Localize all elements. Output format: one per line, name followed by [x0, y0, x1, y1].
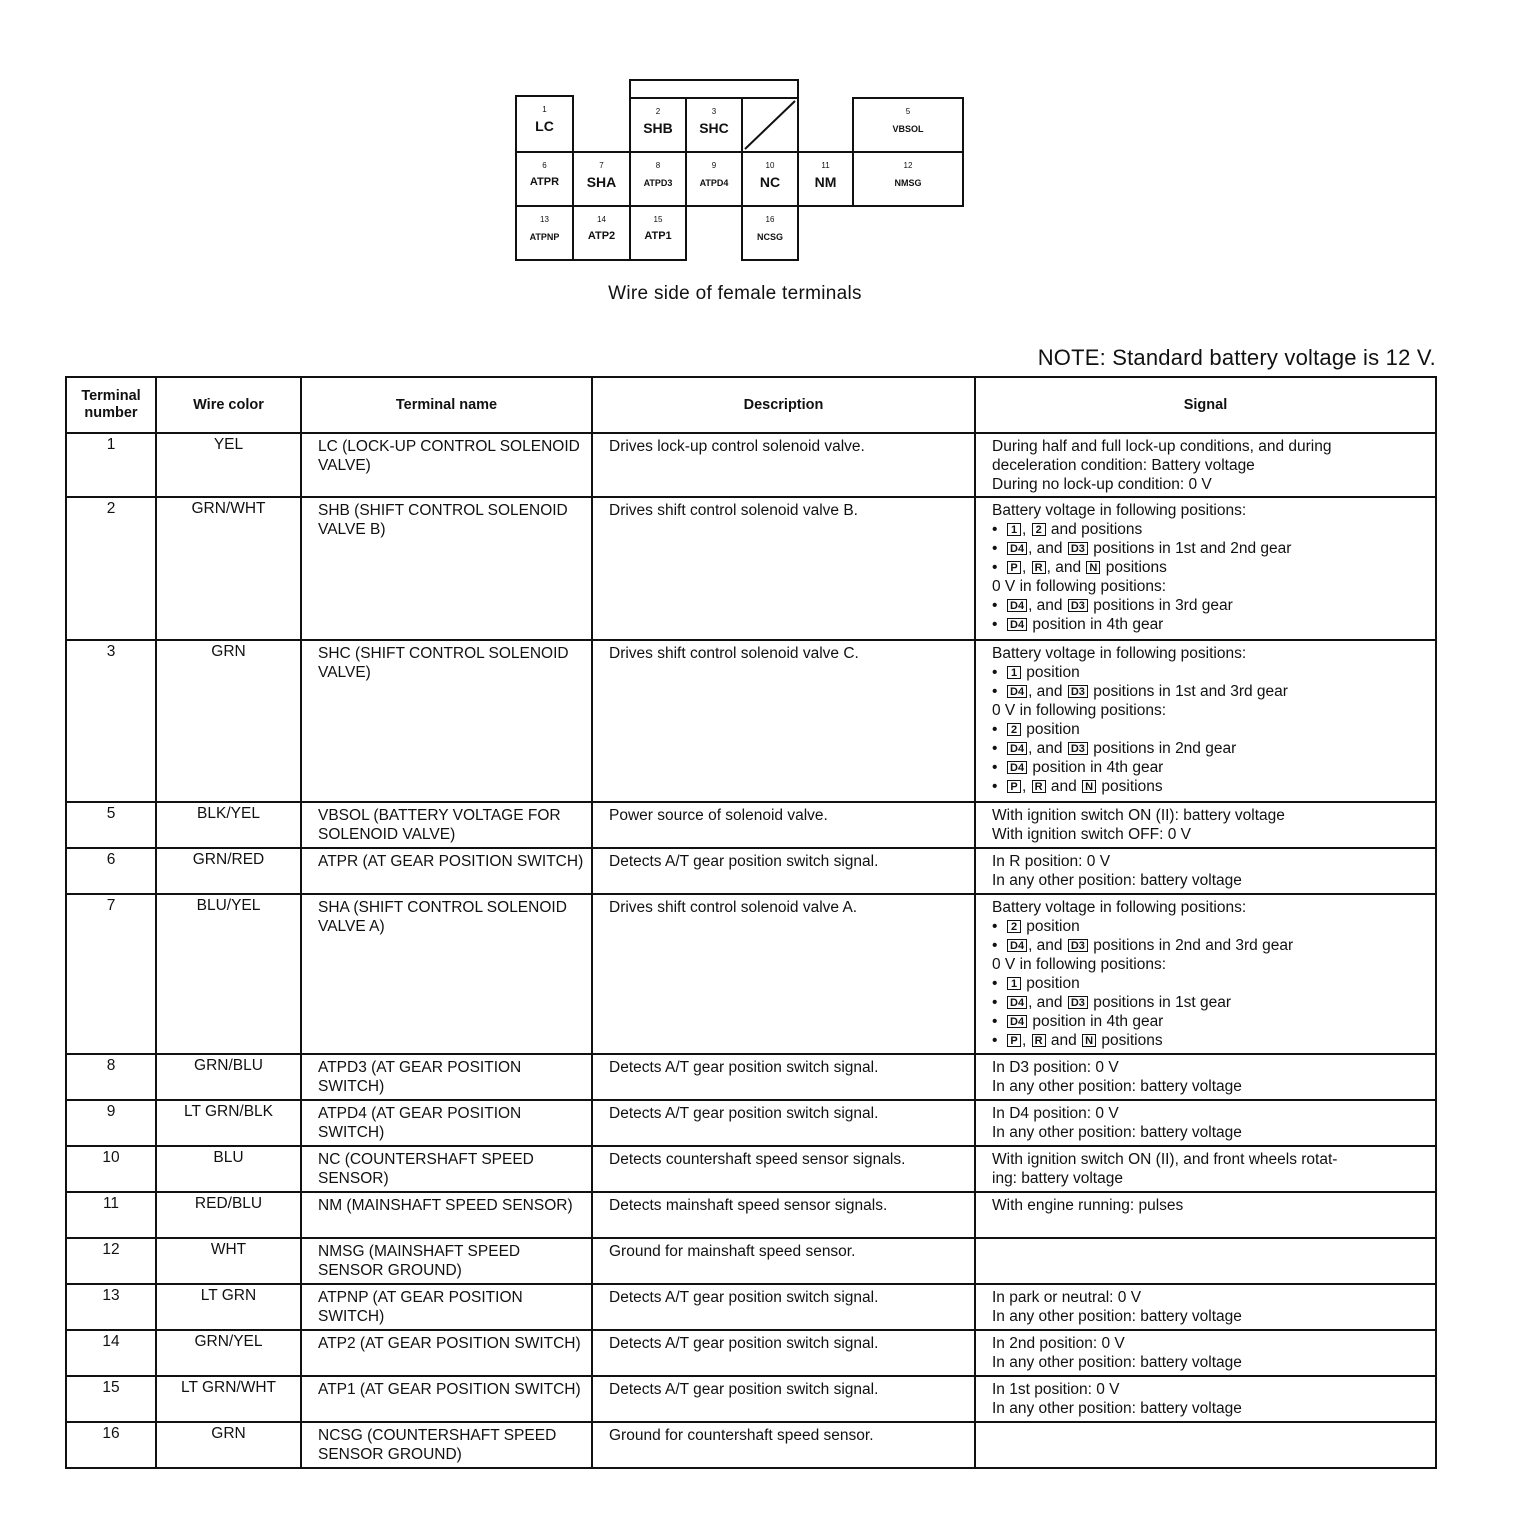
signal-line: In any other position: battery voltage: [992, 1078, 1242, 1095]
terminal-label: ATP1: [644, 230, 672, 242]
wire-color-cell: LT GRN: [156, 1284, 301, 1330]
signal-cell: [975, 433, 1436, 497]
terminal-14: [572, 205, 631, 261]
gear-position-symbol: N: [1086, 561, 1100, 574]
signal-line: • P , R , and N positions: [992, 558, 1429, 577]
table-row: [66, 640, 1436, 802]
signal-cell: [975, 1422, 1436, 1468]
signal-line: In 1st position: 0 V: [992, 1381, 1120, 1398]
signal-line: 0 V in following positions:: [992, 702, 1167, 719]
terminal-number: 6: [542, 161, 547, 170]
gear-position-symbol: 1: [1007, 977, 1021, 990]
signal-cell: [975, 1192, 1436, 1238]
signal-line: • 2 position: [992, 917, 1429, 936]
terminal-16: [741, 205, 799, 261]
signal-line: In any other position: battery voltage: [992, 1308, 1242, 1325]
table-row: [66, 1192, 1436, 1238]
terminal-label: ATPNP: [529, 232, 560, 242]
terminal-name-cell: ATPR (AT GEAR POSITION SWITCH): [301, 848, 592, 894]
terminal-name-cell: ATPD3 (AT GEAR POSITION SWITCH): [301, 1054, 592, 1100]
terminal-number: 13: [540, 215, 549, 224]
table-row: [66, 1330, 1436, 1376]
gear-position-symbol: P: [1007, 561, 1021, 574]
terminal-number: 11: [821, 161, 830, 170]
terminal-label: ATPD4: [699, 178, 729, 188]
terminal-number-cell: 14: [66, 1330, 156, 1376]
terminal-name-cell: SHA (SHIFT CONTROL SOLENOID VALVE A): [301, 894, 592, 1054]
wire-color-cell: RED/BLU: [156, 1192, 301, 1238]
description-cell: Drives shift control solenoid valve B.: [592, 497, 975, 640]
table-row: [66, 1238, 1436, 1284]
signal-cell: [975, 1284, 1436, 1330]
gear-position-symbol: P: [1007, 1034, 1021, 1047]
terminal-9: [685, 151, 743, 207]
signal-line: • D4 , and D3 positions in 1st gear: [992, 993, 1429, 1012]
gear-position-symbol: D4: [1007, 761, 1027, 774]
gear-position-symbol: D4: [1007, 939, 1027, 952]
signal-line: In park or neutral: 0 V: [992, 1289, 1142, 1306]
gear-position-symbol: D4: [1007, 599, 1027, 612]
signal-line: • D4 position in 4th gear: [992, 615, 1429, 634]
terminal-number: 3: [711, 107, 717, 116]
description-cell: Detects mainshaft speed sensor signals.: [592, 1192, 975, 1238]
gear-position-symbol: D4: [1007, 996, 1027, 1009]
terminal-number: 2: [655, 107, 661, 116]
signal-line: Battery voltage in following positions:: [992, 899, 1247, 916]
gear-position-symbol: 2: [1007, 920, 1021, 933]
table-row: [66, 497, 1436, 640]
signal-cell: [975, 1330, 1436, 1376]
signal-line: • D4 position in 4th gear: [992, 1012, 1429, 1031]
wire-color-cell: WHT: [156, 1238, 301, 1284]
signal-line: With ignition switch ON (II), and front wheels rotat-: [992, 1151, 1338, 1168]
table-row: [66, 1146, 1436, 1192]
terminal-number: 1: [542, 105, 547, 114]
terminal-number-cell: 10: [66, 1146, 156, 1192]
terminal-number: 16: [765, 215, 775, 224]
description-cell: Power source of solenoid valve.: [592, 802, 975, 848]
header-signal: Signal: [975, 377, 1436, 433]
signal-cell: [975, 1146, 1436, 1192]
terminal-label: ATP2: [587, 230, 616, 242]
gear-position-symbol: R: [1032, 1034, 1046, 1047]
wire-color-cell: LT GRN/BLK: [156, 1100, 301, 1146]
signal-line: During no lock-up condition: 0 V: [992, 476, 1212, 493]
signal-line: • P , R and N positions: [992, 1031, 1429, 1050]
signal-line: In any other position: battery voltage: [992, 1124, 1242, 1141]
terminal-13: [515, 205, 574, 261]
terminal-15: [629, 205, 687, 261]
description-cell: Drives shift control solenoid valve A.: [592, 894, 975, 1054]
signal-line: • 1 position: [992, 974, 1429, 993]
wire-color-cell: GRN/WHT: [156, 497, 301, 640]
wire-color-cell: LT GRN/WHT: [156, 1376, 301, 1422]
gear-position-symbol: 1: [1007, 666, 1021, 679]
terminal-name-cell: SHC (SHIFT CONTROL SOLENOID VALVE): [301, 640, 592, 802]
signal-line: Battery voltage in following positions:: [992, 645, 1247, 662]
terminal-10: [741, 151, 799, 207]
gear-position-symbol: D3: [1068, 542, 1088, 555]
signal-line: • 1 position: [992, 663, 1429, 682]
table-row: [66, 802, 1436, 848]
terminal-name-cell: LC (LOCK-UP CONTROL SOLENOID VALVE): [301, 433, 592, 497]
terminal-3: [685, 97, 743, 153]
terminal-number: 14: [597, 215, 606, 224]
terminal-1: [515, 95, 574, 153]
gear-position-symbol: 2: [1007, 723, 1021, 736]
signal-line: In R position: 0 V: [992, 853, 1111, 870]
gear-position-symbol: N: [1082, 780, 1096, 793]
signal-line: With ignition switch OFF: 0 V: [992, 826, 1191, 843]
signal-line: Battery voltage in following positions:: [992, 502, 1247, 519]
terminal-name-cell: NMSG (MAINSHAFT SPEED SENSOR GROUND): [301, 1238, 592, 1284]
gear-position-symbol: D3: [1068, 685, 1088, 698]
terminal-number-cell: 11: [66, 1192, 156, 1238]
signal-line: • P , R and N positions: [992, 777, 1429, 796]
wire-color-cell: YEL: [156, 433, 301, 497]
wire-color-cell: GRN/BLU: [156, 1054, 301, 1100]
terminal-number: 10: [765, 161, 775, 170]
description-cell: Detects A/T gear position switch signal.: [592, 1330, 975, 1376]
terminal-label: NC: [759, 174, 781, 190]
gear-position-symbol: D4: [1007, 618, 1027, 631]
table-row: [66, 848, 1436, 894]
description-cell: Ground for countershaft speed sensor.: [592, 1422, 975, 1468]
terminal-label: SHB: [643, 120, 673, 136]
gear-position-symbol: D3: [1068, 939, 1088, 952]
header-terminal-name: Terminal name: [301, 377, 592, 433]
terminal-label: VBSOL: [892, 124, 924, 134]
header-terminal-number: Terminal number: [66, 377, 156, 433]
signal-cell: [975, 894, 1436, 1054]
terminal-name-cell: ATP1 (AT GEAR POSITION SWITCH): [301, 1376, 592, 1422]
terminal-12: [852, 151, 964, 207]
gear-position-symbol: R: [1032, 780, 1046, 793]
terminal-label: NMSG: [894, 178, 922, 188]
terminal-number: 5: [905, 107, 911, 116]
description-cell: Detects countershaft speed sensor signals.: [592, 1146, 975, 1192]
signal-line: • D4 position in 4th gear: [992, 758, 1429, 777]
wire-color-cell: BLU: [156, 1146, 301, 1192]
description-cell: Detects A/T gear position switch signal.: [592, 1376, 975, 1422]
description-cell: Ground for mainshaft speed sensor.: [592, 1238, 975, 1284]
terminal-label: NM: [814, 174, 837, 190]
terminal-number-cell: 9: [66, 1100, 156, 1146]
signal-line: In D4 position: 0 V: [992, 1105, 1119, 1122]
wire-color-cell: BLU/YEL: [156, 894, 301, 1054]
signal-cell: [975, 802, 1436, 848]
wire-color-cell: GRN: [156, 640, 301, 802]
terminal-label: ATPD3: [643, 178, 673, 188]
battery-voltage-note: NOTE: Standard battery voltage is 12 V.: [1037, 345, 1436, 370]
terminal-name-cell: ATPNP (AT GEAR POSITION SWITCH): [301, 1284, 592, 1330]
terminal-label: SHA: [586, 174, 617, 190]
terminal-number: 8: [655, 161, 661, 170]
terminal-5: [852, 97, 964, 153]
connector-top-frame: [629, 79, 799, 99]
signal-line: 0 V in following positions:: [992, 956, 1167, 973]
terminal-4-blank: [741, 97, 799, 153]
signal-cell: [975, 640, 1436, 802]
terminal-number-cell: 13: [66, 1284, 156, 1330]
terminal-name-cell: NM (MAINSHAFT SPEED SENSOR): [301, 1192, 592, 1238]
terminal-number-cell: 6: [66, 848, 156, 894]
signal-line: • D4 , and D3 positions in 2nd and 3rd gear: [992, 936, 1429, 955]
table-row: [66, 1100, 1436, 1146]
signal-line: ing: battery voltage: [992, 1170, 1123, 1187]
terminal-name-cell: ATPD4 (AT GEAR POSITION SWITCH): [301, 1100, 592, 1146]
terminal-number-cell: 2: [66, 497, 156, 640]
signal-cell: [975, 848, 1436, 894]
gear-position-symbol: D4: [1007, 685, 1027, 698]
signal-cell: [975, 1238, 1436, 1284]
table-row: [66, 1284, 1436, 1330]
terminal-name-cell: ATP2 (AT GEAR POSITION SWITCH): [301, 1330, 592, 1376]
terminal-name-cell: NCSG (COUNTERSHAFT SPEED SENSOR GROUND): [301, 1422, 592, 1468]
gear-position-symbol: D4: [1007, 542, 1027, 555]
gear-position-symbol: D3: [1068, 996, 1088, 1009]
terminal-name-cell: NC (COUNTERSHAFT SPEED SENSOR): [301, 1146, 592, 1192]
wire-color-cell: GRN: [156, 1422, 301, 1468]
table-header-row: [66, 377, 1436, 433]
table-row: [66, 1422, 1436, 1468]
description-cell: Drives shift control solenoid valve C.: [592, 640, 975, 802]
terminal-number-cell: 15: [66, 1376, 156, 1422]
terminal-number: 12: [903, 161, 913, 170]
gear-position-symbol: D4: [1007, 1015, 1027, 1028]
gear-position-symbol: D3: [1068, 742, 1088, 755]
terminal-number-cell: 8: [66, 1054, 156, 1100]
gear-position-symbol: N: [1082, 1034, 1096, 1047]
terminal-label: NCSG: [756, 232, 783, 242]
terminal-7: [572, 151, 631, 207]
description-cell: Detects A/T gear position switch signal.: [592, 1284, 975, 1330]
terminal-label: LC: [535, 118, 554, 134]
gear-position-symbol: 1: [1007, 523, 1021, 536]
gear-position-symbol: R: [1032, 561, 1046, 574]
description-cell: Detects A/T gear position switch signal.: [592, 848, 975, 894]
table-row: [66, 1376, 1436, 1422]
wire-color-cell: GRN/YEL: [156, 1330, 301, 1376]
description-cell: Detects A/T gear position switch signal.: [592, 1100, 975, 1146]
signal-line: • D4 , and D3 positions in 1st and 3rd gear: [992, 682, 1429, 701]
signal-line: • 2 position: [992, 720, 1429, 739]
header-wire-color: Wire color: [156, 377, 301, 433]
signal-line: • 1 , 2 and positions: [992, 520, 1429, 539]
terminal-11: [797, 151, 854, 207]
signal-line: In 2nd position: 0 V: [992, 1335, 1125, 1352]
signal-line: With ignition switch ON (II): battery voltage: [992, 807, 1285, 824]
terminal-number: 9: [711, 161, 717, 170]
terminal-name-cell: SHB (SHIFT CONTROL SOLENOID VALVE B): [301, 497, 592, 640]
terminal-number-cell: 1: [66, 433, 156, 497]
signal-line: • D4 , and D3 positions in 3rd gear: [992, 596, 1429, 615]
terminal-8: [629, 151, 687, 207]
connector-caption: Wire side of female terminals: [608, 283, 862, 304]
terminal-name-cell: VBSOL (BATTERY VOLTAGE FOR SOLENOID VALVE): [301, 802, 592, 848]
terminal-number-cell: 7: [66, 894, 156, 1054]
description-cell: Drives lock-up control solenoid valve.: [592, 433, 975, 497]
signal-line: • D4 , and D3 positions in 2nd gear: [992, 739, 1429, 758]
wire-color-cell: GRN/RED: [156, 848, 301, 894]
gear-position-symbol: 2: [1032, 523, 1046, 536]
terminal-6: [515, 151, 574, 207]
signal-cell: [975, 497, 1436, 640]
unused-slot-slash: [743, 99, 797, 151]
signal-cell: [975, 1376, 1436, 1422]
signal-line: In any other position: battery voltage: [992, 1400, 1242, 1417]
signal-line: In any other position: battery voltage: [992, 872, 1242, 889]
terminal-number-cell: 3: [66, 640, 156, 802]
terminal-number: 7: [599, 161, 604, 170]
signal-cell: [975, 1054, 1436, 1100]
terminal-2: [629, 97, 687, 153]
description-cell: Detects A/T gear position switch signal.: [592, 1054, 975, 1100]
terminal-number-cell: 12: [66, 1238, 156, 1284]
wire-color-cell: BLK/YEL: [156, 802, 301, 848]
terminal-number-cell: 5: [66, 802, 156, 848]
signal-line: • D4 , and D3 positions in 1st and 2nd gear: [992, 539, 1429, 558]
table-row: [66, 1054, 1436, 1100]
signal-line: With engine running: pulses: [992, 1197, 1184, 1214]
gear-position-symbol: D3: [1068, 599, 1088, 612]
signal-line: In D3 position: 0 V: [992, 1059, 1119, 1076]
gear-position-symbol: P: [1007, 780, 1021, 793]
gear-position-symbol: D4: [1007, 742, 1027, 755]
signal-line: During half and full lock-up conditions, and during: [992, 438, 1332, 455]
table-row: [66, 894, 1436, 1054]
signal-line: In any other position: battery voltage: [992, 1354, 1242, 1371]
terminal-label: SHC: [699, 120, 729, 136]
terminal-number-cell: 16: [66, 1422, 156, 1468]
signal-cell: [975, 1100, 1436, 1146]
signal-line: deceleration condition: Battery voltage: [992, 457, 1255, 474]
terminal-number: 15: [653, 215, 663, 224]
header-description: Description: [592, 377, 975, 433]
signal-line: 0 V in following positions:: [992, 578, 1167, 595]
terminal-table: [65, 376, 1437, 1469]
table-row: [66, 433, 1436, 497]
table-body: [66, 433, 1436, 1468]
terminal-label: ATPR: [529, 176, 560, 188]
